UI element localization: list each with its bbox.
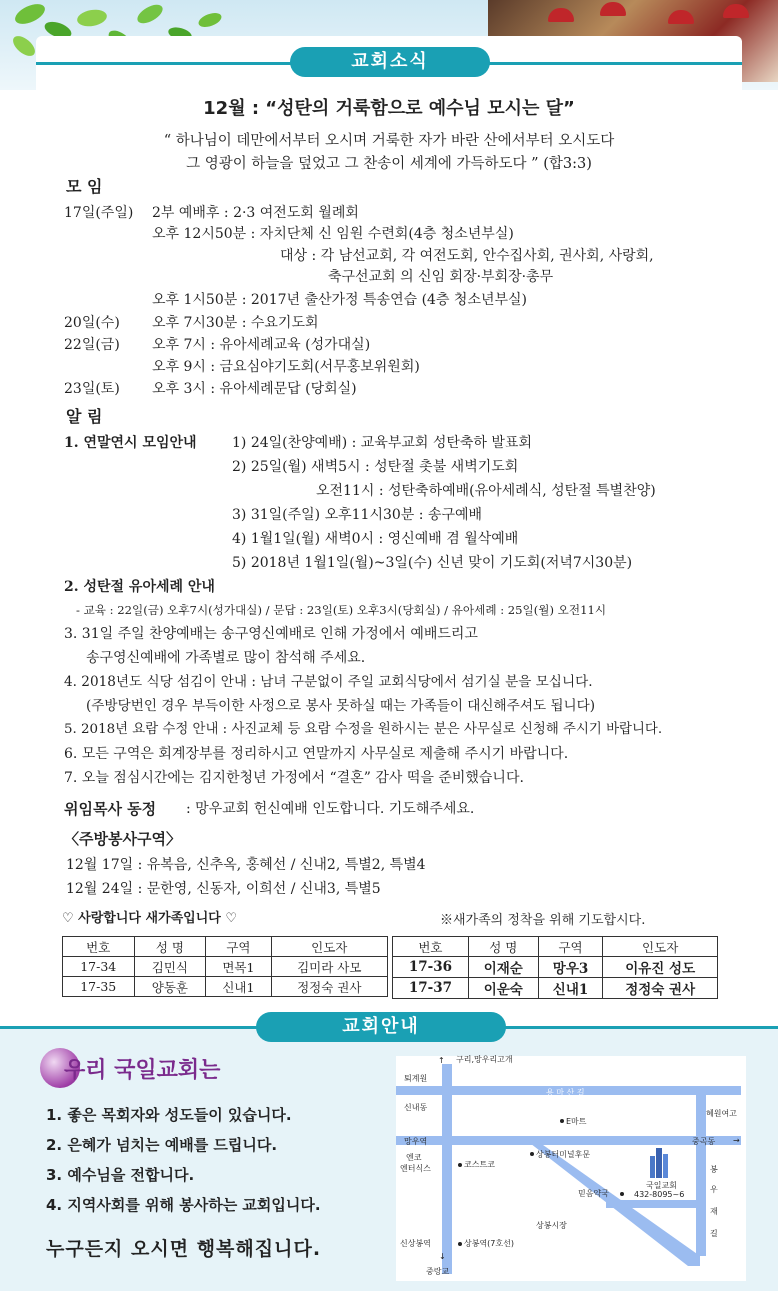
map-label: 중랑교 (426, 1267, 450, 1276)
cell: 김미라 사모 (271, 957, 387, 977)
table-row (393, 957, 718, 978)
cell: 김민식 (134, 957, 206, 977)
map-label: 432-8095~6 (634, 1190, 685, 1199)
month-title: 12월 : “성탄의 거룩함으로 예수님 모시는 달” (203, 98, 575, 119)
col-district: 구역 (206, 937, 271, 957)
cell: 17-37 (393, 978, 469, 999)
col-number: 번호 (63, 937, 135, 957)
map-label: 엔코 (406, 1153, 422, 1162)
map-dot (530, 1152, 534, 1156)
map-label: 상봉시장 (536, 1221, 567, 1230)
map-label: 중곡동 (692, 1137, 716, 1146)
meeting-text: 대상 : 각 남선교회, 각 여전도회, 안수집사회, 권사회, 사랑회, (280, 248, 654, 264)
col-district: 구역 (538, 937, 603, 957)
map-label: 혜원여고 (706, 1109, 737, 1118)
guide-closing: 누구든지 오시면 행복해집니다. (46, 1238, 322, 1260)
newcomers-table-right (392, 936, 718, 999)
map-label: 길 (710, 1229, 718, 1238)
pastor-text: : 망우교회 헌신예배 인도합니다. 기도해주세요. (186, 801, 475, 817)
cell: 망우3 (538, 957, 603, 978)
map-label: 봉 (710, 1165, 718, 1174)
notice-1-item: 3) 31일(주일) 오후11시30분 : 송구예배 (232, 507, 483, 523)
col-name: 성 명 (468, 937, 538, 957)
pastor-label: 위임목사 동정 (64, 800, 157, 818)
notice-4-line-1: 4. 2018년도 식당 섬김이 안내 : 남녀 구분없이 주일 교회식당에서 섬기실 분을 모십니다. (64, 674, 593, 690)
notices-heading: 알 림 (66, 407, 103, 426)
notice-4-line-2: (주방당번인 경우 부득이한 사정으로 봉사 못하실 때는 가족들이 대신해주셔도 됩니다) (86, 698, 596, 714)
map-label: E마트 (566, 1117, 587, 1126)
map-dot (560, 1119, 564, 1123)
notice-1-item: 4) 1월1일(월) 새벽0시 : 영신예배 겸 월삭예배 (232, 531, 519, 547)
notice-3-line-2: 송구영신예배에 가족별로 많이 참석해 주세요. (86, 650, 366, 666)
map-label: 신상봉역 (400, 1239, 431, 1248)
table-row (393, 978, 718, 999)
meeting-date: 17일(주일) (64, 205, 134, 221)
cell: 17-35 (63, 977, 135, 997)
verse-line-2: 그 영광이 하늘을 덮었고 그 찬송이 세계에 가득하도다 ” (합3:3) (186, 156, 592, 172)
cell: 양동훈 (134, 977, 206, 997)
map-dot (620, 1192, 624, 1196)
map-label: 용 마 산 길 (546, 1088, 585, 1097)
map-label: 상봉터미널후문 (536, 1150, 591, 1159)
guide-headline: 우리 국일교회는 (64, 1058, 221, 1083)
meetings-heading: 모 임 (66, 177, 103, 196)
kitchen-line-1: 12월 17일 : 유복음, 신추옥, 홍혜선 / 신내2, 특별2, 특별4 (66, 857, 426, 873)
cell: 이유진 성도 (603, 957, 718, 978)
meeting-text: 오후 7시 : 유아세례교육 (성가대실) (152, 337, 371, 353)
notice-6: 6. 모든 구역은 회계장부를 정리하시고 연말까지 사무실로 제출해 주시기 바랍니다. (64, 746, 569, 762)
guide-item: 3. 예수님을 전합니다. (46, 1166, 195, 1184)
notice-1-item: 오전11시 : 성탄축하예배(유아세례식, 성탄절 특별찬양) (316, 483, 656, 499)
meeting-text: 2부 예배후 : 2·3 여전도회 월례회 (152, 205, 359, 221)
meeting-text: 오후 7시30분 : 수요기도회 (152, 315, 319, 331)
map-dot (458, 1163, 462, 1167)
newcomers-note: ※새가족의 정착을 위해 기도합시다. (440, 913, 646, 928)
cell: 신내1 (538, 978, 603, 999)
notice-2-label: 2. 성탄절 유아세례 안내 (64, 579, 215, 595)
section-title-guide: 교회안내 (256, 1012, 506, 1042)
church-building-icon (648, 1148, 670, 1178)
guide-item: 1. 좋은 목회자와 성도들이 있습니다. (46, 1106, 292, 1124)
table-row (63, 977, 388, 997)
cell: 17-34 (63, 957, 135, 977)
kitchen-heading: 〈주방봉사구역〉 (64, 830, 181, 848)
notice-1-item: 1) 24일(찬양예배) : 교육부교회 성탄축하 발표회 (232, 435, 532, 451)
newcomers-table-left (62, 936, 388, 997)
map-dot (458, 1242, 462, 1246)
verse-line-1: “ 하나님이 데만에서부터 오시며 거룩한 자가 바란 산에서부터 오시도다 (163, 133, 615, 149)
col-guide: 인도자 (603, 937, 718, 957)
newcomers-heading: ♡ 사랑합니다 새가족입니다 ♡ (62, 911, 238, 926)
cell: 면목1 (206, 957, 271, 977)
meeting-date: 20일(수) (64, 315, 120, 331)
map-label: 망우역 (404, 1137, 428, 1146)
col-number: 번호 (393, 937, 469, 957)
guide-item: 2. 은혜가 넘치는 예배를 드립니다. (46, 1136, 278, 1154)
meeting-text: 오후 1시50분 : 2017년 출산가정 특송연습 (4층 청소년부실) (152, 292, 528, 308)
cell: 이운숙 (468, 978, 538, 999)
map-label: 상봉역(7호선) (464, 1239, 514, 1248)
notice-3-line-1: 3. 31일 주일 찬양예배는 송구영신예배로 인해 가정에서 예배드리고 (64, 626, 478, 642)
notice-1-item: 2) 25일(월) 새벽5시 : 성탄절 촛불 새벽기도회 (232, 459, 519, 475)
meeting-date: 23일(토) (64, 381, 120, 397)
notice-1-item: 5) 2018년 1월1일(월)~3일(수) 신년 맞이 기도회(저녁7시30분) (232, 555, 633, 571)
map-label: 국일교회 (646, 1181, 677, 1190)
notice-7: 7. 오늘 점심시간에는 김지한청년 가정에서 “결혼” 감사 떡을 준비했습니다. (64, 770, 524, 786)
cell: 17-36 (393, 957, 469, 978)
cell: 신내1 (206, 977, 271, 997)
col-name: 성 명 (134, 937, 206, 957)
map-label: 재 (710, 1207, 718, 1216)
meeting-text: 오후 9시 : 금요심야기도회(서무홍보위원회) (152, 359, 420, 375)
map-label: 믿음약국 (578, 1189, 609, 1198)
map-label: 퇴계원 (404, 1074, 428, 1083)
map-label: 우 (710, 1185, 718, 1194)
guide-item: 4. 지역사회를 위해 봉사하는 교회입니다. (46, 1196, 321, 1214)
notice-5: 5. 2018년 요람 수정 안내 : 사진교체 등 요람 수정을 원하시는 분은 사무실로 신청해 주시기 바랍니다. (64, 722, 663, 737)
map-label: 신내동 (404, 1103, 428, 1112)
church-location-map (396, 1056, 746, 1281)
notice-2-detail: - 교육 : 22일(금) 오후7시(성가대실) / 문답 : 23일(토) 오후3시(당회실) / 유아세례 : 25일(월) 오전11시 (76, 603, 607, 617)
map-label: 코스트코 (464, 1160, 495, 1169)
cell: 정정숙 권사 (271, 977, 387, 997)
cell: 이재순 (468, 957, 538, 978)
table-row (63, 957, 388, 977)
map-label: 엔터식스 (400, 1164, 431, 1173)
meeting-date: 22일(금) (64, 337, 120, 353)
map-arrow-right: → (733, 1136, 740, 1145)
meeting-text: 오후 12시50분 : 자치단체 신 임원 수련회(4층 청소년부실) (152, 226, 514, 242)
kitchen-line-2: 12월 24일 : 문한영, 신동자, 이희선 / 신내3, 특별5 (66, 881, 381, 897)
section-title-news: 교회소식 (290, 47, 490, 77)
meeting-text: 축구선교회 의 신임 회장·부회장·총무 (328, 269, 554, 285)
meeting-text: 오후 3시 : 유아세례문답 (당회실) (152, 381, 357, 397)
notice-1-label: 1. 연말연시 모임안내 (64, 435, 197, 451)
col-guide: 인도자 (271, 937, 387, 957)
cell: 정정숙 권사 (603, 978, 718, 999)
map-arrow-up: ↑ (438, 1056, 445, 1065)
map-arrow-down: ↓ (439, 1252, 446, 1261)
map-label: 구리,망우리고개 (456, 1055, 513, 1064)
